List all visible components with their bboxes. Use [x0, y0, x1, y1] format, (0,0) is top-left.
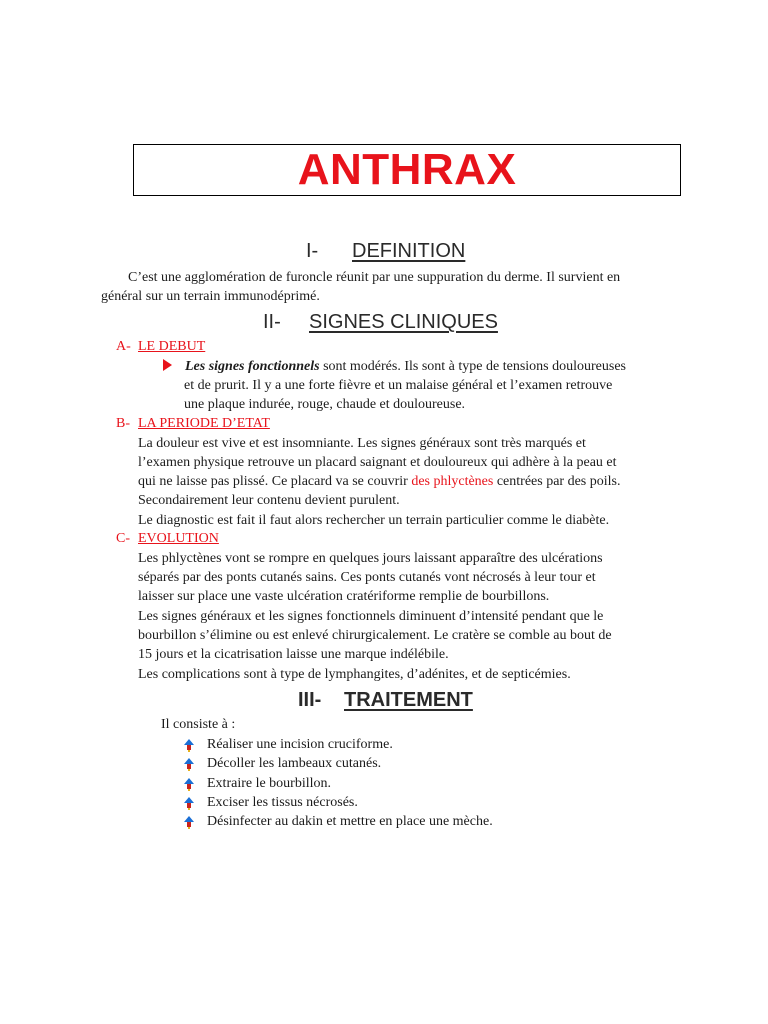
list-item-text: Exciser les tissus nécrosés. [207, 794, 358, 810]
section-heading-definition [306, 240, 465, 263]
list-item-text: Réaliser une incision cruciforme. [207, 737, 393, 752]
title-box [133, 144, 681, 196]
paragraph-line: Les signes généraux et les signes fonctionnels diminuent d’intensité pendant que le [138, 609, 604, 624]
subheading-periode-etat [116, 416, 270, 432]
subheading-evolution [116, 531, 219, 547]
bullet-icon [184, 778, 194, 789]
list-item [184, 774, 493, 793]
sub-label: LA PERIODE D’ETAT [138, 416, 270, 431]
section-number: I- [306, 240, 319, 262]
list-item-text: Extraire le bourbillon. [207, 775, 332, 791]
bullet-icon [184, 797, 194, 808]
paragraph-line: Les phlyctènes vont se rompre en quelques jours laissant apparaître des ulcérations [138, 551, 603, 566]
sub-letter: B- [116, 416, 130, 431]
page-title: ANTHRAX [297, 145, 517, 194]
arrow-bullet-icon [163, 359, 172, 371]
paragraph-line: l’examen physique retrouve un placard saignant et douloureux qui adhère à la peau et [138, 455, 617, 470]
list-item [184, 735, 493, 754]
text-segment: qui ne laisse pas plissé. Ce placard va se couvrir [138, 474, 412, 489]
paragraph-line: La douleur est vive et est insomniante. Les signes généraux sont très marqués et [138, 436, 586, 451]
paragraph-line [138, 472, 620, 491]
sub-letter: A- [116, 339, 131, 354]
emphasis-text: Les signes fonctionnels [185, 359, 320, 374]
paragraph-line: général sur un terrain immunodéprimé. [101, 289, 320, 304]
section-title: DEFINITION [352, 240, 466, 262]
paragraph-line: une plaque indurée, rouge, chaude et douloureuse. [184, 397, 466, 412]
paragraph-line: bourbillon s’élimine ou est enlevé chirurgicalement. Le cratère se comble au bout de [138, 628, 612, 643]
list-item [184, 754, 493, 773]
bullet-text: sont modérés. Ils sont à type de tensions douloureuses [319, 359, 626, 374]
bullet-icon [184, 758, 194, 769]
paragraph-line: 15 jours et la cicatrisation laisse une marque indélébile. [138, 647, 449, 662]
text-segment: centrées par des poils. [493, 474, 621, 489]
paragraph-line: séparés par des ponts cutanés sains. Ces ponts cutanés vont nécrosés à leur tour et [138, 570, 596, 585]
highlight-text: des phlyctènes [411, 474, 494, 489]
paragraph-line: Il consiste à : [161, 717, 236, 732]
sub-label: LE DEBUT [138, 339, 206, 354]
subheading-le-debut [116, 339, 205, 355]
section-title: TRAITEMENT [344, 689, 473, 711]
bullet-icon [184, 816, 194, 827]
list-item [184, 793, 493, 812]
sub-label: EVOLUTION [138, 531, 219, 546]
section-title: SIGNES CLINIQUES [309, 311, 498, 333]
paragraph-line: et de prurit. Il y a une forte fièvre et un malaise général et l’examen retrouve [184, 378, 613, 393]
section-heading-signes-cliniques [263, 311, 498, 334]
sub-letter: C- [116, 531, 130, 546]
paragraph-line: laisser sur place une vaste ulcération cratériforme remplie de bourbillons. [138, 589, 550, 604]
list-item-text: Désinfecter au dakin et mettre en place une mèche. [207, 814, 493, 830]
section-number: III- [298, 689, 322, 711]
section-number: II- [263, 311, 281, 333]
paragraph-line: Les complications sont à type de lymphangites, d’adénites, et de septicémies. [138, 667, 571, 682]
bullet-icon [184, 739, 194, 750]
section-heading-traitement [298, 689, 473, 712]
paragraph-line: C’est une agglomération de furoncle réunit par une suppuration du derme. Il survient en [128, 270, 621, 285]
treatment-list [184, 735, 493, 831]
paragraph-line: Secondairement leur contenu devient purulent. [138, 493, 400, 508]
list-item [184, 812, 493, 831]
bullet-line [163, 357, 626, 376]
paragraph-line: Le diagnostic est fait il faut alors rechercher un terrain particulier comme le diabète. [138, 513, 610, 528]
list-item-text: Décoller les lambeaux cutanés. [207, 756, 382, 772]
